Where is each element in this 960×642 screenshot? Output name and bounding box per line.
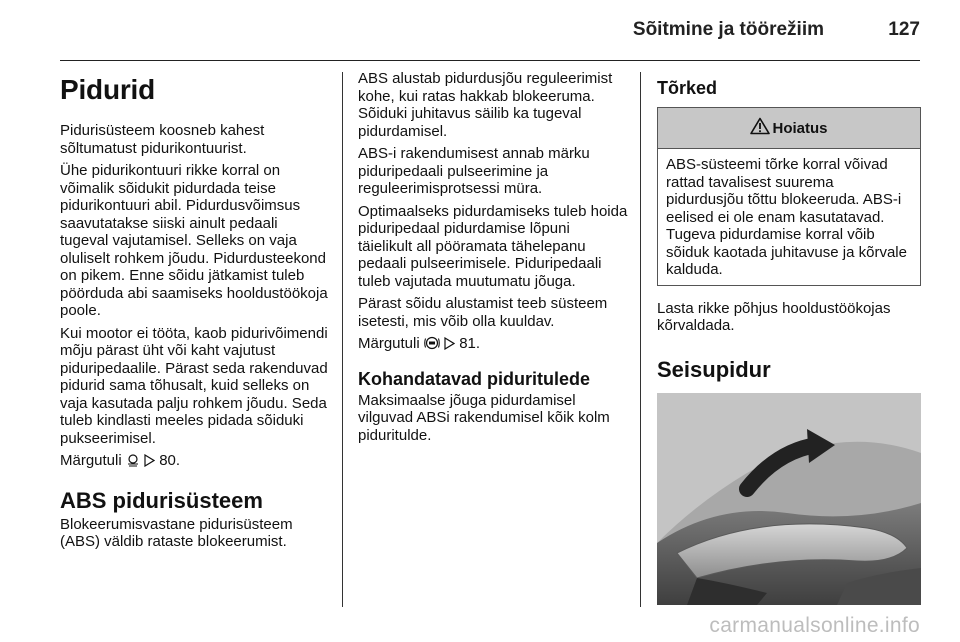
column-3 [657,70,921,605]
faults-heading: Tõrked [657,78,718,98]
abs-heading: ABS pidurisüsteem [60,487,263,513]
reference-label: Märgutuli [60,452,122,469]
parking-brake-illustration [657,393,921,605]
warning-box [657,107,921,286]
paragraph: ABS alustab pidurdusjõu reguleerimist kohe, kui ratas hakkab blokeeruma. Sõiduki juhitavus säilib ka tugeval pidurdamisel. [358,70,613,140]
warning-body [658,149,920,285]
brakes-heading: Pidurid [60,74,156,105]
warning-text: ABS-süsteemi tõrke korral võivad rattad tavalisest suurema pidurdusjõu tõttu blokeeruda. ABS-i eelised ei ole enam kasutatavad. Tugeva pidurdamise korral võib sõiduk kaotada juhitavuse ja kõrvale kalduda. [666,156,907,278]
paragraph: Lasta rikke põhjus hooldustöökojas kõrvaldada. [657,299,891,334]
warning-triangle-icon [750,117,772,139]
page-reference-icon [144,454,155,472]
parking-brake-heading: Seisupidur [657,356,771,382]
reference-page: 81. [459,335,481,352]
reference-line [60,452,328,472]
warning-title: Hoiatus [772,119,828,137]
reference-label: Märgutuli [358,335,420,352]
column-divider [342,72,343,607]
column-divider [640,72,641,607]
warning-header [658,108,920,149]
brake-warning-icon [126,453,140,472]
page-reference-icon [444,337,455,355]
parking-brake-photo [657,393,921,605]
paragraph: Pidurisüsteem koosneb kahest sõltumatust pidurikontuurist. [60,122,265,157]
paragraph: Maksimaalse jõuga pidurdamisel vilguvad ABSi rakendumisel kõik kolm piduritulde. [358,391,610,444]
abs-icon [424,336,440,355]
reference-page: 80. [159,452,181,469]
paragraph: Pärast sõidu alustamist teeb süsteem isetesti, mis võib olla kuuldav. [358,295,608,330]
column-2 [358,70,628,449]
paragraph: Ühe pidurikontuuri rikke korral on võimalik sõidukit pidurdada teise pidurikontuuri abil. Pidurdusvõimsus saavutatakse siiski ainult pedaali tugeval vajutamisel. Selleks on vaja oluliselt rohkem jõudu. Pidurdusteekond on pikem. Enne sõidu jätkamist tuleb pöörduda abi saamiseks hooldustöökoja poole. [60,162,328,319]
adaptive-brake-lights-heading: Kohandatavad piduritulede [358,368,591,389]
watermark: carmanualsonline.info [709,614,920,637]
paragraph: Blokeerumisvastane pidurisüsteem (ABS) väldib rataste blokeerumist. [60,515,293,550]
section-title: Sõitmine ja töörežiim [632,19,824,40]
column-1 [60,70,328,556]
reference-line [358,335,628,355]
paragraph: Optimaalseks pidurdamiseks tuleb hoida piduripedaal pidurdamise lõpuni täielikult all pööramata tähelepanu pedaali pulseerimisele. Piduripedaali tuleb vajutada muutumatu jõuga. [358,202,628,290]
page-header [60,0,920,61]
paragraph: ABS-i rakendumisest annab märku piduripedaali pulseerimine ja reguleerimisprotsessi müra. [358,145,590,197]
paragraph: Kui mootor ei tööta, kaob pidurivõimendi mõju pärast üht või kaht vajutust piduripedaalile. Pärast seda rakenduvad pidurid sama tõhusalt, kuid selleks on vaja kasutada palju rohkem jõudu. Seda tuleb kindlasti meeles pidada sõiduki pukseerimisel. [60,324,328,447]
page-number: 127 [888,19,920,40]
